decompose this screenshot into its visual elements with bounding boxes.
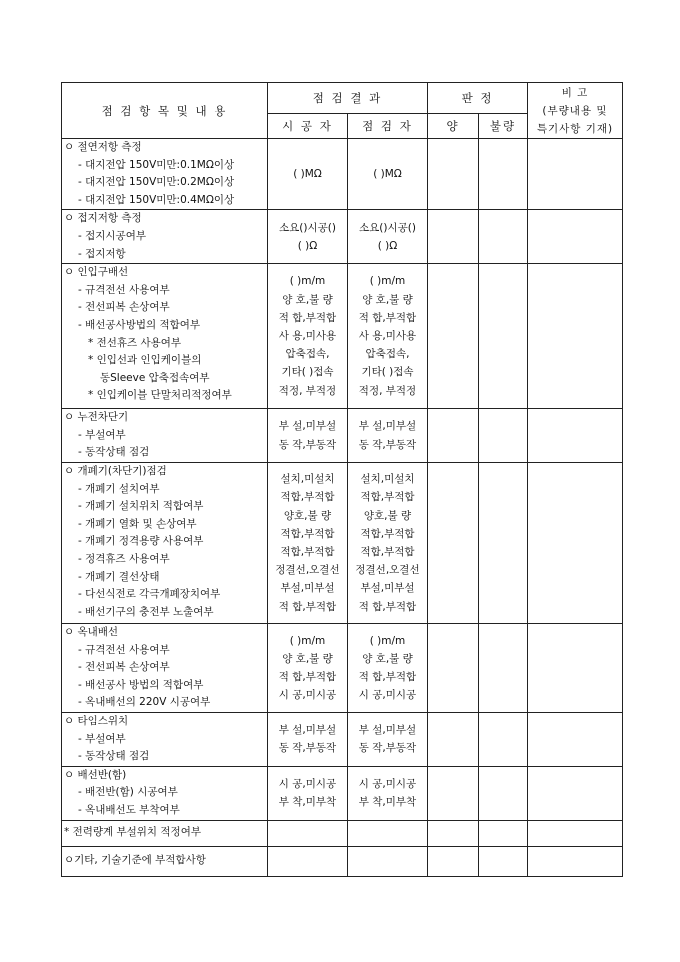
- good-cell[interactable]: [428, 712, 479, 766]
- inspector-result-option: 부 설,미부설: [358, 420, 417, 433]
- contractor-result-option: 부 설,미부설: [278, 724, 337, 737]
- item-line: - 배전반(함) 시공여부: [78, 786, 178, 799]
- item-line: - 전선피복 손상여부: [78, 301, 170, 314]
- bad-cell[interactable]: [479, 264, 528, 409]
- inspector-result-cell: [348, 409, 428, 463]
- table-row: [62, 846, 623, 876]
- item-heading: ㅇ 타임스위치: [64, 714, 129, 727]
- inspector-result-option: 사 용,미사용: [358, 330, 417, 343]
- contractor-result-option: 시 공,미시공: [278, 777, 337, 790]
- contractor-result-option: 적합,부적합: [280, 545, 335, 558]
- header-good: 양: [428, 114, 479, 139]
- item-line: - 전선피복 손상여부: [78, 661, 170, 674]
- header-inspector: 점 검 자: [348, 114, 428, 139]
- inspection-items-cell: [62, 820, 268, 846]
- contractor-result-option: 정결선,오결선: [275, 564, 340, 577]
- bad-cell[interactable]: [479, 846, 528, 876]
- table-row: [62, 766, 623, 820]
- contractor-result-cell: [268, 846, 348, 876]
- remarks-title: 비 고: [561, 86, 589, 99]
- contractor-result-option: ( )Ω: [297, 239, 318, 252]
- inspector-result-option: 적 합,부적합: [358, 311, 417, 324]
- bad-cell[interactable]: [479, 210, 528, 264]
- inspector-result-cell: [348, 766, 428, 820]
- header-inspection-result: 점 검 결 과: [268, 83, 428, 114]
- item-line: - 옥내배선의 220V 시공여부: [78, 696, 211, 709]
- item-heading: ㅇ 인입구배선: [64, 266, 129, 279]
- remarks-line2: 특기사항 기재): [536, 122, 614, 135]
- item-line: - 개폐기 설치여부: [78, 482, 160, 495]
- contractor-result-cell: [268, 139, 348, 210]
- header-judgement: 판 정: [428, 83, 528, 114]
- good-cell[interactable]: [428, 623, 479, 712]
- item-line: - 대지전압 150V미만:0.1MΩ이상: [78, 158, 235, 171]
- inspector-result-option: 양 호,불 량: [362, 293, 413, 306]
- inspector-result-option: 압축접속,: [365, 348, 410, 361]
- inspector-result-cell: [348, 846, 428, 876]
- item-heading: ㅇ기타, 기술기준에 부적합사항: [64, 854, 206, 867]
- bad-cell[interactable]: [479, 623, 528, 712]
- inspection-items-cell: [62, 623, 268, 712]
- inspector-result-cell: [348, 139, 428, 210]
- item-heading: ㅇ 개폐기(차단기)점검: [64, 464, 167, 477]
- contractor-result-cell: [268, 712, 348, 766]
- inspector-result-option: 정결선,오결선: [355, 564, 420, 577]
- inspector-result-option: 기타( )접속: [361, 366, 414, 379]
- contractor-result-option: 사 용,미사용: [278, 330, 337, 343]
- contractor-result-option: 시 공,미시공: [278, 689, 337, 702]
- inspection-items-cell: [62, 210, 268, 264]
- contractor-result-option: 적 합,부적합: [278, 600, 337, 613]
- item-line: * 인입선과 인입케이블의: [88, 354, 202, 367]
- inspector-result-option: 적합,부적합: [360, 491, 415, 504]
- inspector-result-option: 양 호,불 량: [362, 652, 413, 665]
- table-row: [62, 820, 623, 846]
- inspector-result-cell: [348, 462, 428, 623]
- inspector-result-cell: [348, 210, 428, 264]
- item-line: - 대지전압 150V미만:0.2MΩ이상: [78, 176, 235, 189]
- item-heading: ㅇ 누전차단기: [64, 411, 129, 424]
- contractor-result-option: 양호,불 량: [283, 509, 332, 522]
- contractor-result-cell: [268, 820, 348, 846]
- contractor-result-option: 적정, 부적정: [278, 384, 337, 397]
- contractor-result-option: ( )m/m: [289, 275, 326, 288]
- item-line: - 배선기구의 충전부 노출여부: [78, 605, 214, 618]
- inspector-result-option: ( )m/m: [369, 275, 406, 288]
- inspection-items-cell: [62, 766, 268, 820]
- inspector-result-option: 설치,미설치: [360, 473, 415, 486]
- contractor-result-cell: [268, 409, 348, 463]
- contractor-result-option: 적합,부적합: [280, 527, 335, 540]
- table-row: [62, 712, 623, 766]
- contractor-result-option: 적합,부적합: [280, 491, 335, 504]
- remarks-cell[interactable]: [528, 139, 623, 210]
- contractor-result-option: 기타( )접속: [281, 366, 334, 379]
- good-cell[interactable]: [428, 462, 479, 623]
- contractor-result-option: 동 작,부동작: [278, 438, 337, 451]
- inspector-result-option: 시 공,미시공: [358, 777, 417, 790]
- item-line: - 개폐기 설치위치 적합여부: [78, 500, 204, 513]
- table-row: [62, 409, 623, 463]
- contractor-result-cell: [268, 766, 348, 820]
- item-line: 동Sleeve 압축접속여부: [100, 371, 210, 384]
- remarks-cell[interactable]: [528, 264, 623, 409]
- contractor-result-option: 압축접속,: [285, 348, 330, 361]
- contractor-result-option: 부 착,미부착: [278, 796, 337, 809]
- bad-cell[interactable]: [479, 139, 528, 210]
- inspector-result-option: 부 착,미부착: [358, 796, 417, 809]
- good-cell[interactable]: [428, 409, 479, 463]
- good-cell[interactable]: [428, 210, 479, 264]
- bad-cell[interactable]: [479, 409, 528, 463]
- item-line: - 규격전선 사용여부: [78, 283, 170, 296]
- item-heading: ㅇ 접지저항 측정: [64, 212, 142, 225]
- item-line: - 접지저항: [78, 247, 126, 260]
- inspector-result-option: 적 합,부적합: [358, 670, 417, 683]
- contractor-result-cell: [268, 210, 348, 264]
- bad-cell[interactable]: [479, 766, 528, 820]
- item-line: - 부설여부: [78, 732, 126, 745]
- contractor-result-cell: [268, 462, 348, 623]
- inspector-result-option: ( )Ω: [377, 239, 398, 252]
- contractor-result-cell: [268, 264, 348, 409]
- item-line: - 정격휴즈 사용여부: [78, 552, 170, 565]
- remarks-cell[interactable]: [528, 210, 623, 264]
- item-heading: ㅇ 절연저항 측정: [64, 141, 142, 153]
- bad-cell[interactable]: [479, 820, 528, 846]
- item-line: - 옥내배선도 부착여부: [78, 803, 180, 816]
- good-cell[interactable]: [428, 139, 479, 210]
- contractor-result-option: 설치,미설치: [280, 473, 335, 486]
- item-line: - 동작상태 점검: [78, 750, 150, 763]
- header-remarks: [528, 83, 623, 139]
- inspection-items-cell: [62, 139, 268, 210]
- bad-cell[interactable]: [479, 462, 528, 623]
- item-line: - 배선공사 방법의 적합여부: [78, 678, 204, 691]
- inspection-items-cell: [62, 264, 268, 409]
- good-cell[interactable]: [428, 846, 479, 876]
- contractor-result-option: 동 작,부동작: [278, 742, 337, 755]
- remarks-cell[interactable]: [528, 846, 623, 876]
- item-line: - 부설여부: [78, 428, 126, 441]
- inspection-items-cell: [62, 462, 268, 623]
- inspection-items-cell: [62, 712, 268, 766]
- inspector-result-cell: [348, 820, 428, 846]
- inspector-result-option: 적합,부적합: [360, 527, 415, 540]
- inspector-result-cell: [348, 712, 428, 766]
- contractor-result-option: 소요()시공(): [279, 221, 336, 234]
- contractor-result-cell: [268, 623, 348, 712]
- table-row: [62, 139, 623, 210]
- remarks-cell[interactable]: [528, 712, 623, 766]
- remarks-cell[interactable]: [528, 409, 623, 463]
- contractor-result-option: ( )MΩ: [293, 168, 322, 181]
- remarks-line1: (부량내용 및: [542, 104, 608, 117]
- inspector-result-cell: [348, 264, 428, 409]
- item-line: * 인입케이블 단말처리적정여부: [88, 389, 232, 402]
- contractor-result-option: 적 합,부적합: [278, 670, 337, 683]
- item-line: - 접지시공여부: [78, 229, 146, 242]
- item-line: * 전선휴즈 사용여부: [88, 336, 182, 349]
- good-cell[interactable]: [428, 766, 479, 820]
- item-line: - 규격전선 사용여부: [78, 643, 170, 656]
- inspection-items-cell: [62, 846, 268, 876]
- table-row: [62, 462, 623, 623]
- bad-cell[interactable]: [479, 712, 528, 766]
- contractor-result-option: 양 호,불 량: [282, 293, 333, 306]
- inspector-result-option: 시 공,미시공: [358, 689, 417, 702]
- inspector-result-option: 부설,미부설: [360, 582, 415, 595]
- header-contractor: 시 공 자: [268, 114, 348, 139]
- inspector-result-option: 동 작,부동작: [358, 438, 417, 451]
- contractor-result-option: ( )m/m: [289, 634, 326, 647]
- item-line: - 개폐기 정격용량 사용여부: [78, 535, 204, 548]
- inspector-result-option: ( )MΩ: [373, 168, 402, 181]
- item-heading: ㅇ 옥내배선: [64, 625, 119, 638]
- contractor-result-option: 부 설,미부설: [278, 420, 337, 433]
- header-inspection-items: 점 검 항 목 및 내 용: [62, 83, 268, 139]
- item-heading: ㅇ 배선반(함): [64, 768, 127, 781]
- remarks-cell[interactable]: [528, 623, 623, 712]
- remarks-cell[interactable]: [528, 820, 623, 846]
- contractor-result-option: 부설,미부설: [280, 582, 335, 595]
- item-heading: * 전력량계 부설위치 적정여부: [64, 826, 201, 839]
- inspector-result-option: 적합,부적합: [360, 545, 415, 558]
- inspection-table: [61, 82, 623, 877]
- inspector-result-option: 소요()시공(): [359, 221, 416, 234]
- item-line: - 대지전압 150V미만:0.4MΩ이상: [78, 193, 235, 206]
- inspector-result-cell: [348, 623, 428, 712]
- contractor-result-option: 양 호,불 량: [282, 652, 333, 665]
- inspector-result-option: 적 합,부적합: [358, 600, 417, 613]
- item-line: - 동작상태 점검: [78, 446, 150, 459]
- header-bad: 불량: [479, 114, 528, 139]
- inspection-items-cell: [62, 409, 268, 463]
- inspector-result-option: 동 작,부동작: [358, 742, 417, 755]
- table-row: [62, 210, 623, 264]
- item-line: - 개폐기 열화 및 손상여부: [78, 517, 197, 530]
- table-row: [62, 623, 623, 712]
- item-line: - 개폐기 결선상태: [78, 570, 160, 583]
- good-cell[interactable]: [428, 820, 479, 846]
- remarks-cell[interactable]: [528, 766, 623, 820]
- contractor-result-option: 적 합,부적합: [278, 311, 337, 324]
- remarks-cell[interactable]: [528, 462, 623, 623]
- inspector-result-option: 적정, 부적정: [358, 384, 417, 397]
- inspector-result-option: 양호,불 량: [363, 509, 412, 522]
- inspector-result-option: 부 설,미부설: [358, 724, 417, 737]
- good-cell[interactable]: [428, 264, 479, 409]
- item-line: - 다선식전로 각극개폐장치여부: [78, 588, 221, 601]
- item-line: - 배선공사방법의 적합여부: [78, 318, 201, 331]
- table-body: [62, 139, 623, 877]
- table-row: [62, 264, 623, 409]
- inspector-result-option: ( )m/m: [369, 634, 406, 647]
